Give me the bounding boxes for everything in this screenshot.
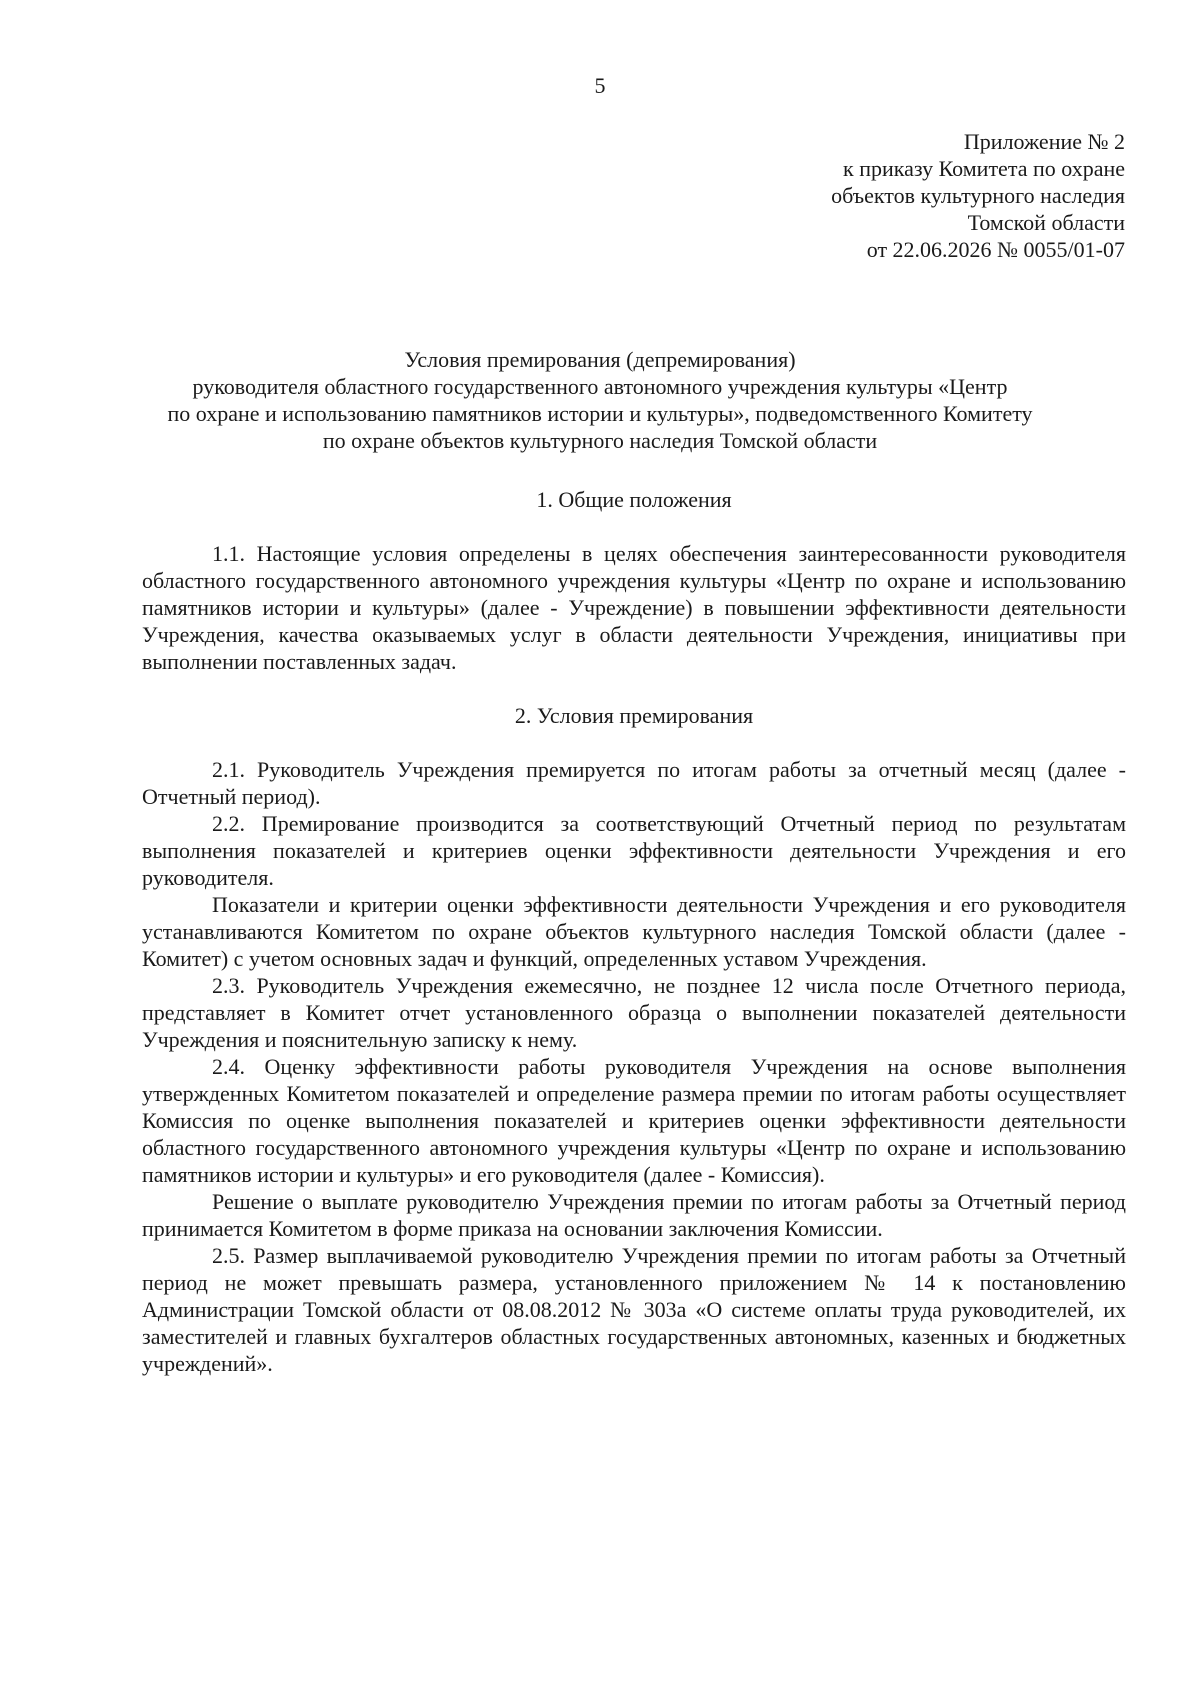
paragraph-indicators: Показатели и критерии оценки эффективности деятельности Учреждения и его руководителя устанавливаются Комитетом по охране объектов культурного наследия Томской области (далее - Комитет) с учетом основных задач и функций, определенных уставом Учреждения. (142, 892, 1126, 971)
annex-line: Томской области (967, 210, 1125, 235)
annex-line: к приказу Комитета по охране (843, 156, 1125, 181)
title-line: руководителя областного государственного автономного учреждения культуры «Центр (192, 374, 1008, 399)
paragraph-2-5: 2.5. Размер выплачиваемой руководителю Учреждения премии по итогам работы за Отчетный период не может превышать размера, установленного приложением № 14 к постановлению Администрации Томской области от 08.08.2012 № 303а «О системе оплаты труда руководителей, их заместителей и главных бухгалтеров областных государственных автономных, казенных и бюджетных учреждений». (142, 1243, 1126, 1376)
annex-block (525, 128, 1125, 263)
title-line: по охране объектов культурного наследия Томской области (322, 428, 878, 453)
title-line: по охране и использованию памятников истории и культуры», подведомственного Комитету (167, 401, 1033, 426)
paragraph-2-1: 2.1. Руководитель Учреждения премируется по итогам работы за отчетный месяц (далее - Отчетный период). (142, 757, 1126, 809)
paragraph-1-1: 1.1. Настоящие условия определены в целях обеспечения заинтересованности руководителя областного государственного автономного учреждения культуры «Центр по охране и использованию памятников истории и культуры» (далее - Учреждение) в повышении эффективности деятельности Учреждения, качества оказываемых услуг в области деятельности Учреждения, инициативы при выполнении поставленных задач. (142, 541, 1126, 674)
section-heading-general: 1. Общие положения (536, 487, 732, 512)
paragraph-2-4: 2.4. Оценку эффективности работы руководителя Учреждения на основе выполнения утвержденных Комитетом показателей и определение размера премии по итогам работы осуществляет Комиссия по оценке выполнения показателей и критериев оценки эффективности деятельности областного государственного автономного учреждения культуры «Центр по охране и использованию памятников истории и культуры» и его руководителя (далее - Комиссия). (142, 1054, 1126, 1187)
paragraph-decision: Решение о выплате руководителю Учреждения премии по итогам работы за Отчетный период принимается Комитетом в форме приказа на основании заключения Комиссии. (142, 1189, 1126, 1241)
section-heading-bonus-conditions: 2. Условия премирования (514, 703, 754, 728)
paragraph-2-2: 2.2. Премирование производится за соответствующий Отчетный период по результатам выполнения показателей и критериев оценки эффективности деятельности Учреждения и его руководителя. (142, 811, 1126, 890)
document-title (120, 346, 1080, 454)
annex-line: от 22.06.2026 № 0055/01-07 (866, 237, 1125, 262)
paragraph-2-3: 2.3. Руководитель Учреждения ежемесячно, не позднее 12 числа после Отчетного периода, представляет в Комитет отчет установленного образца о выполнении показателей деятельности Учреждения и пояснительную записку к нему. (142, 973, 1126, 1052)
title-line: Условия премирования (депремирования) (404, 347, 796, 372)
annex-line: Приложение № 2 (963, 129, 1125, 154)
document-body (142, 486, 1126, 1377)
page-number: 5 (594, 73, 606, 98)
annex-line: объектов культурного наследия (831, 183, 1125, 208)
